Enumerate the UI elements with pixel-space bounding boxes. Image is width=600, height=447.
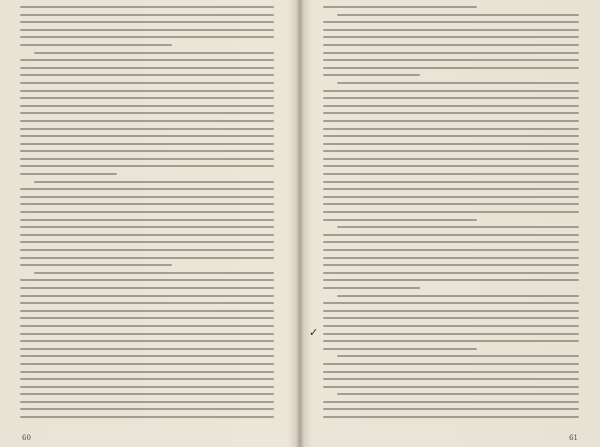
text-line [20,302,274,304]
text-line [323,173,579,175]
text-line [323,257,579,259]
text-line [337,295,579,297]
text-line [323,264,579,266]
text-line [323,272,579,274]
text-line [323,401,579,403]
text-line [323,188,579,190]
text-line [323,378,579,380]
text-line [20,211,274,213]
text-line [323,128,579,130]
text-line [337,14,579,16]
text-line [20,128,274,130]
text-line [323,6,477,8]
text-line [20,401,274,403]
text-line [323,249,579,251]
text-line [20,408,274,410]
text-line [323,105,579,107]
text-line [20,234,274,236]
text-line [323,97,579,99]
text-line [20,226,274,228]
text-line [20,6,274,8]
text-line [20,355,274,357]
text-line [20,386,274,388]
text-line [20,295,274,297]
text-line [323,241,579,243]
text-line [323,416,579,418]
text-line [20,120,274,122]
right-page-number: 61 [569,434,578,442]
text-line [20,158,274,160]
text-line [20,264,172,266]
text-line [323,408,579,410]
text-line [323,90,579,92]
text-line [337,393,579,395]
text-line [323,21,579,23]
text-line [323,158,579,160]
text-line [323,287,420,289]
text-line [20,165,274,167]
text-line [323,317,579,319]
text-line [323,112,579,114]
text-line [323,302,579,304]
left-page-number: 60 [22,434,31,442]
text-line [323,196,579,198]
text-line [337,82,579,84]
text-line [20,112,274,114]
text-line [337,226,579,228]
text-line [323,371,579,373]
right-page-text-column [323,6,579,424]
text-line [323,325,579,327]
text-line [20,97,274,99]
text-line [323,150,579,152]
right-page [301,0,600,447]
text-line [20,14,274,16]
text-line [337,355,579,357]
text-line [20,340,274,342]
text-line [323,279,579,281]
text-line [20,219,274,221]
text-line [20,82,274,84]
text-line [20,173,117,175]
text-line [20,150,274,152]
text-line [20,135,274,137]
text-line [20,279,274,281]
text-line [323,36,579,38]
text-line [20,90,274,92]
text-line [323,211,579,213]
handwritten-margin-mark: ✓ [309,326,319,339]
text-line [323,310,579,312]
text-line [20,378,274,380]
text-line [34,181,274,183]
text-line [323,348,477,350]
text-line [323,74,420,76]
text-line [20,348,274,350]
text-line [323,333,579,335]
text-line [323,52,579,54]
text-line [323,67,579,69]
text-line [323,340,579,342]
text-line [20,241,274,243]
left-page [0,0,299,447]
text-line [323,165,579,167]
text-line [323,363,579,365]
text-line [20,310,274,312]
text-line [20,29,274,31]
text-line [20,257,274,259]
text-line [323,219,477,221]
text-line [20,143,274,145]
text-line [323,203,579,205]
text-line [20,416,274,418]
text-line [20,317,274,319]
left-page-text-column [20,6,274,424]
text-line [323,44,579,46]
text-line [20,74,274,76]
text-line [20,59,274,61]
text-line [323,386,579,388]
text-line [323,181,579,183]
text-line [20,287,274,289]
text-line [20,36,274,38]
text-line [323,29,579,31]
text-line [20,325,274,327]
text-line [20,67,274,69]
text-line [323,120,579,122]
text-line [20,21,274,23]
text-line [20,371,274,373]
text-line [20,333,274,335]
text-line [20,249,274,251]
text-line [323,234,579,236]
text-line [20,44,172,46]
text-line [34,52,274,54]
text-line [20,203,274,205]
text-line [20,363,274,365]
text-line [323,135,579,137]
text-line [323,143,579,145]
text-line [20,105,274,107]
text-line [20,196,274,198]
text-line [20,393,274,395]
text-line [20,188,274,190]
text-line [323,59,579,61]
text-line [34,272,274,274]
